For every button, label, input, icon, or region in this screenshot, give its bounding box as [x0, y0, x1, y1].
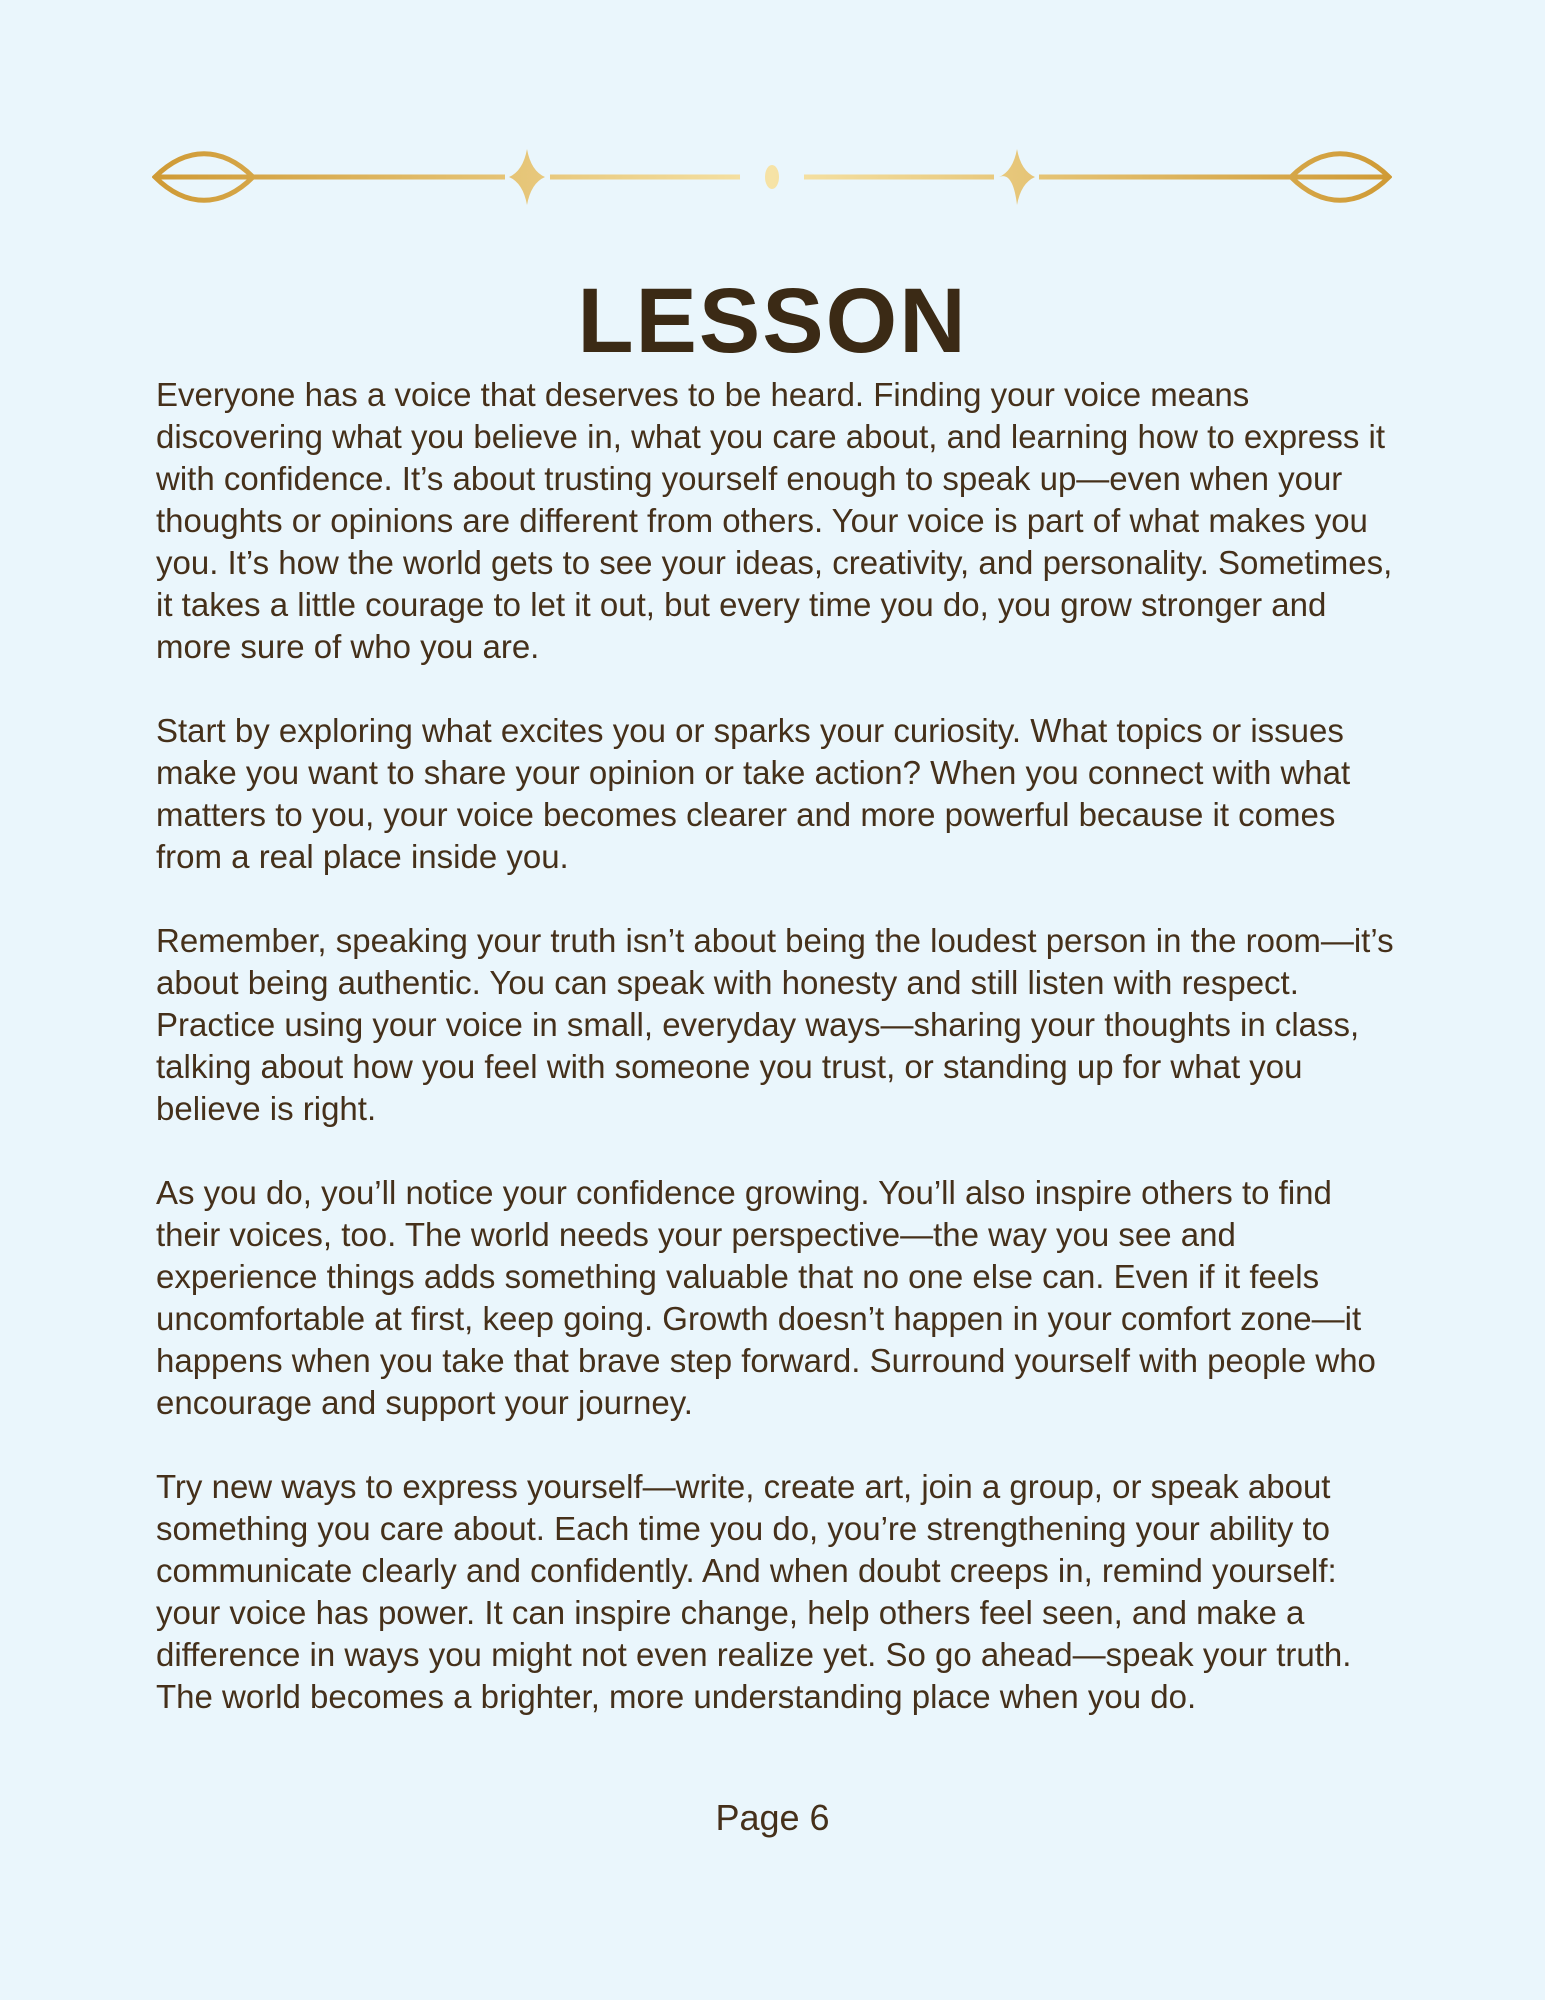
lesson-paragraph-4: As you do, you’ll notice your confidence growing. You’ll also inspire others to find their voices, too. The world needs your perspective—the way you see and experience things adds something valuable that no one else can. Even if it feels uncomfortable at first, keep going. Growth doesn’t happen in your comfort zone—it happens when you take that brave step forward. Surround yourself with people who encourage and support your journey. [156, 1174, 1376, 1421]
diamond-icon [509, 149, 545, 205]
lesson-paragraph-1: Everyone has a voice that deserves to be heard. Finding your voice means discovering what you believe in, what you care about, and learning how to express it with confidence. It’s about trusting yourself enough to speak up—even when your thoughts or opinions are different from others. Your voice is part of what makes you you. It’s how the world gets to see your ideas, creativity, and personality. Sometimes, it takes a little courage to let it out, but every time you do, you grow stronger and more sure of who you are. [156, 376, 1393, 665]
page-title: LESSON [577, 269, 968, 372]
lesson-body [156, 374, 1400, 1718]
lesson-paragraph-5: Try new ways to express yourself—write, create art, join a group, or speak about something you care about. Each time you do, you’re strengthening your ability to communicate clearly and confidently. And when doubt creeps in, remind yourself: your voice has power. It can inspire change, help others feel seen, and make a difference in ways you might not even realize yet. So go ahead—speak your truth. The world becomes a brighter, more understanding place when you do. [156, 1468, 1352, 1715]
decorative-divider [152, 137, 1392, 217]
lesson-paragraph-2: Start by exploring what excites you or sparks your curiosity. What topics or issues make you want to share your opinion or take action? When you connect with what matters to you, your voice becomes clearer and more powerful because it comes from a real place inside you. [156, 712, 1351, 875]
lesson-paragraph-3: Remember, speaking your truth isn’t about being the loudest person in the room—it’s about being authentic. You can speak with honesty and still listen with respect. Practice using your voice in small, everyday ways—sharing your thoughts in class, talking about how you feel with someone you trust, or standing up for what you believe is right. [156, 922, 1394, 1127]
page-number: Page 6 [715, 1797, 830, 1838]
diamond-icon [999, 149, 1035, 205]
dot-icon [765, 165, 779, 189]
